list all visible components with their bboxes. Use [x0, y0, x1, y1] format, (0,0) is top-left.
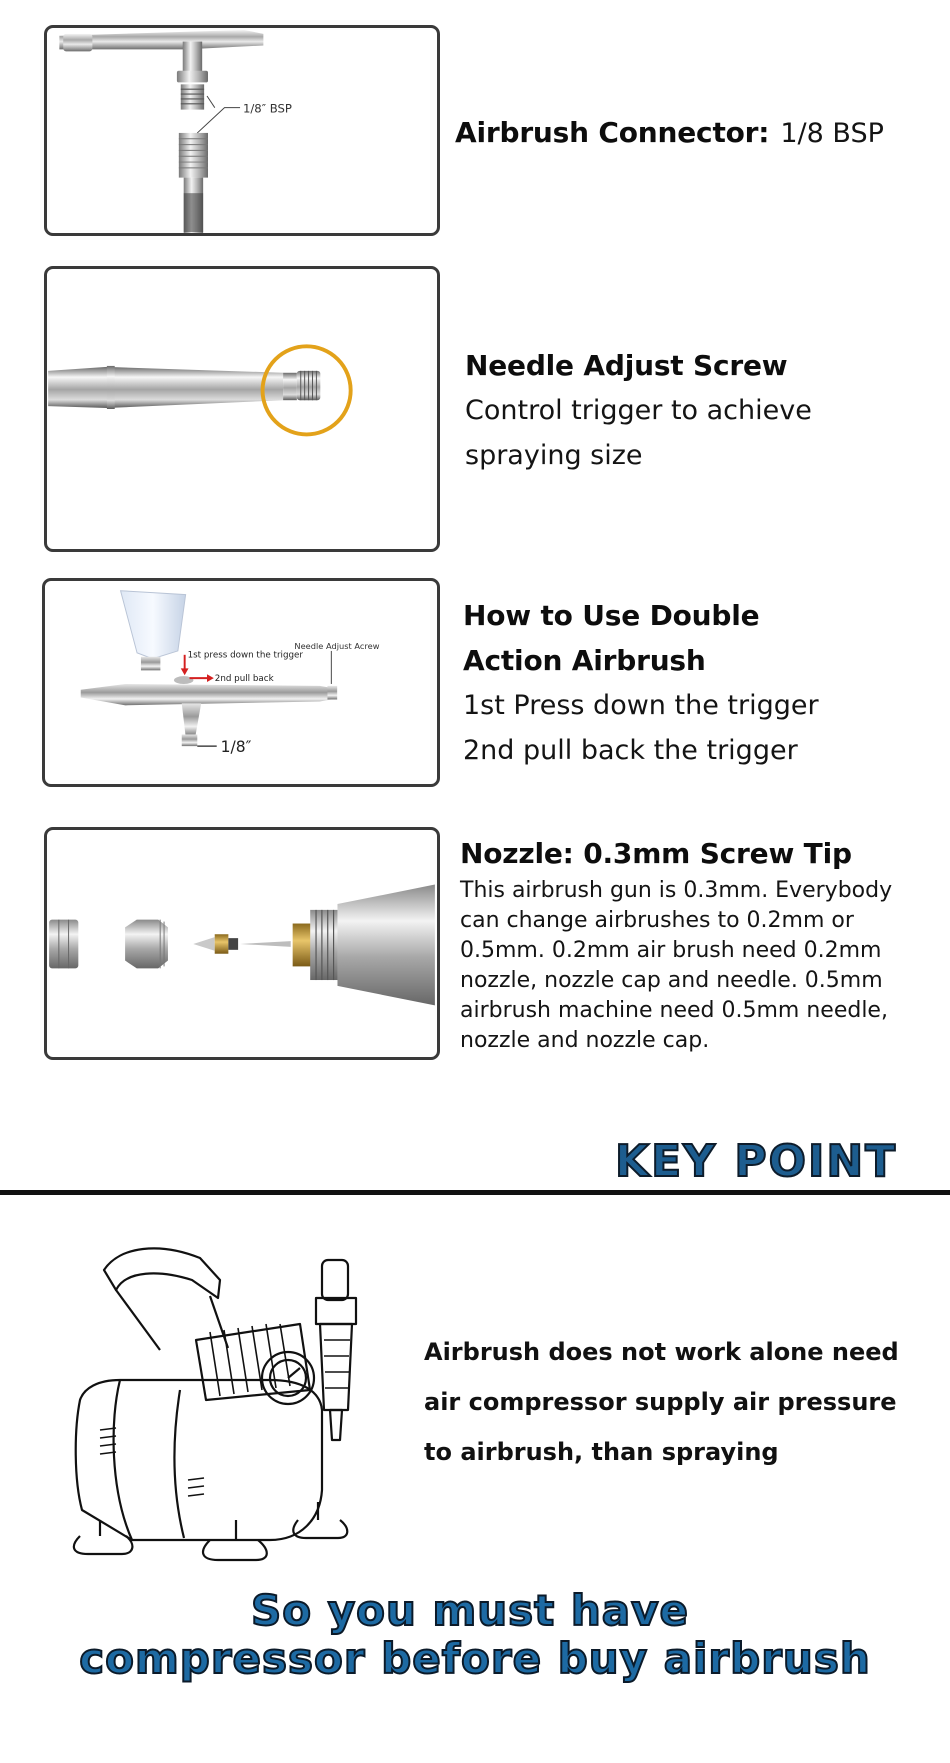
needle-screw-image-frame — [44, 266, 440, 552]
pull-label: 2nd pull back — [214, 674, 274, 685]
size-label: 1/8″ — [220, 737, 252, 756]
nozzle-image-frame — [44, 827, 440, 1060]
connector-feature — [455, 110, 884, 156]
key-point-heading: KEY POINT — [615, 1136, 898, 1187]
double-action-title-line: How to Use Double — [463, 599, 760, 632]
compressor-note-line: air compressor supply air pressure — [424, 1388, 897, 1416]
slogan-line: So you must have — [251, 1586, 689, 1635]
connector-illustration — [47, 28, 437, 233]
compressor-illustration — [60, 1240, 410, 1570]
compressor-note-line: to airbrush, than spraying — [424, 1438, 779, 1466]
compressor-note-line: Airbrush does not work alone need — [424, 1338, 899, 1366]
double-action-desc-line: 2nd pull back the trigger — [463, 735, 798, 766]
needle-screw-desc-line: Control trigger to achieve — [465, 395, 812, 426]
section-divider — [0, 1190, 950, 1195]
nozzle-desc-line: can change airbrushes to 0.2mm or — [460, 908, 854, 933]
press-label: 1st press down the trigger — [187, 650, 304, 661]
needle-label: Needle Adjust Acrew — [294, 640, 380, 651]
nozzle-feature — [460, 831, 930, 1056]
double-action-feature — [463, 593, 819, 773]
nozzle-desc-line: nozzle and nozzle cap. — [460, 1028, 710, 1053]
nozzle-desc-line: nozzle, nozzle cap and needle. 0.5mm — [460, 968, 883, 993]
double-action-image-frame — [42, 578, 440, 787]
connector-size-label: 1/8″ BSP — [242, 101, 292, 116]
bottom-slogan — [0, 1587, 950, 1683]
connector-image-frame — [44, 25, 440, 236]
nozzle-desc-line: 0.5mm. 0.2mm air brush need 0.2mm — [460, 938, 882, 963]
nozzle-desc-line: airbrush machine need 0.5mm needle, — [460, 998, 888, 1023]
slogan-line: compressor before buy airbrush — [79, 1634, 871, 1683]
double-action-illustration — [45, 581, 437, 784]
nozzle-illustration — [47, 830, 437, 1057]
connector-title: Airbrush Connector: — [455, 116, 770, 149]
double-action-title-line: Action Airbrush — [463, 644, 706, 677]
nozzle-desc-line: This airbrush gun is 0.3mm. Everybody — [460, 878, 893, 903]
needle-screw-title: Needle Adjust Screw — [465, 349, 788, 382]
nozzle-title: Nozzle: 0.3mm Screw Tip — [460, 837, 852, 870]
compressor-note — [424, 1327, 944, 1477]
needle-screw-feature — [465, 343, 812, 478]
needle-screw-desc-line: spraying size — [465, 440, 643, 471]
nozzle-description — [460, 876, 930, 1056]
needle-screw-illustration — [47, 269, 437, 549]
connector-value: 1/8 BSP — [780, 118, 884, 149]
double-action-desc-line: 1st Press down the trigger — [463, 690, 819, 721]
